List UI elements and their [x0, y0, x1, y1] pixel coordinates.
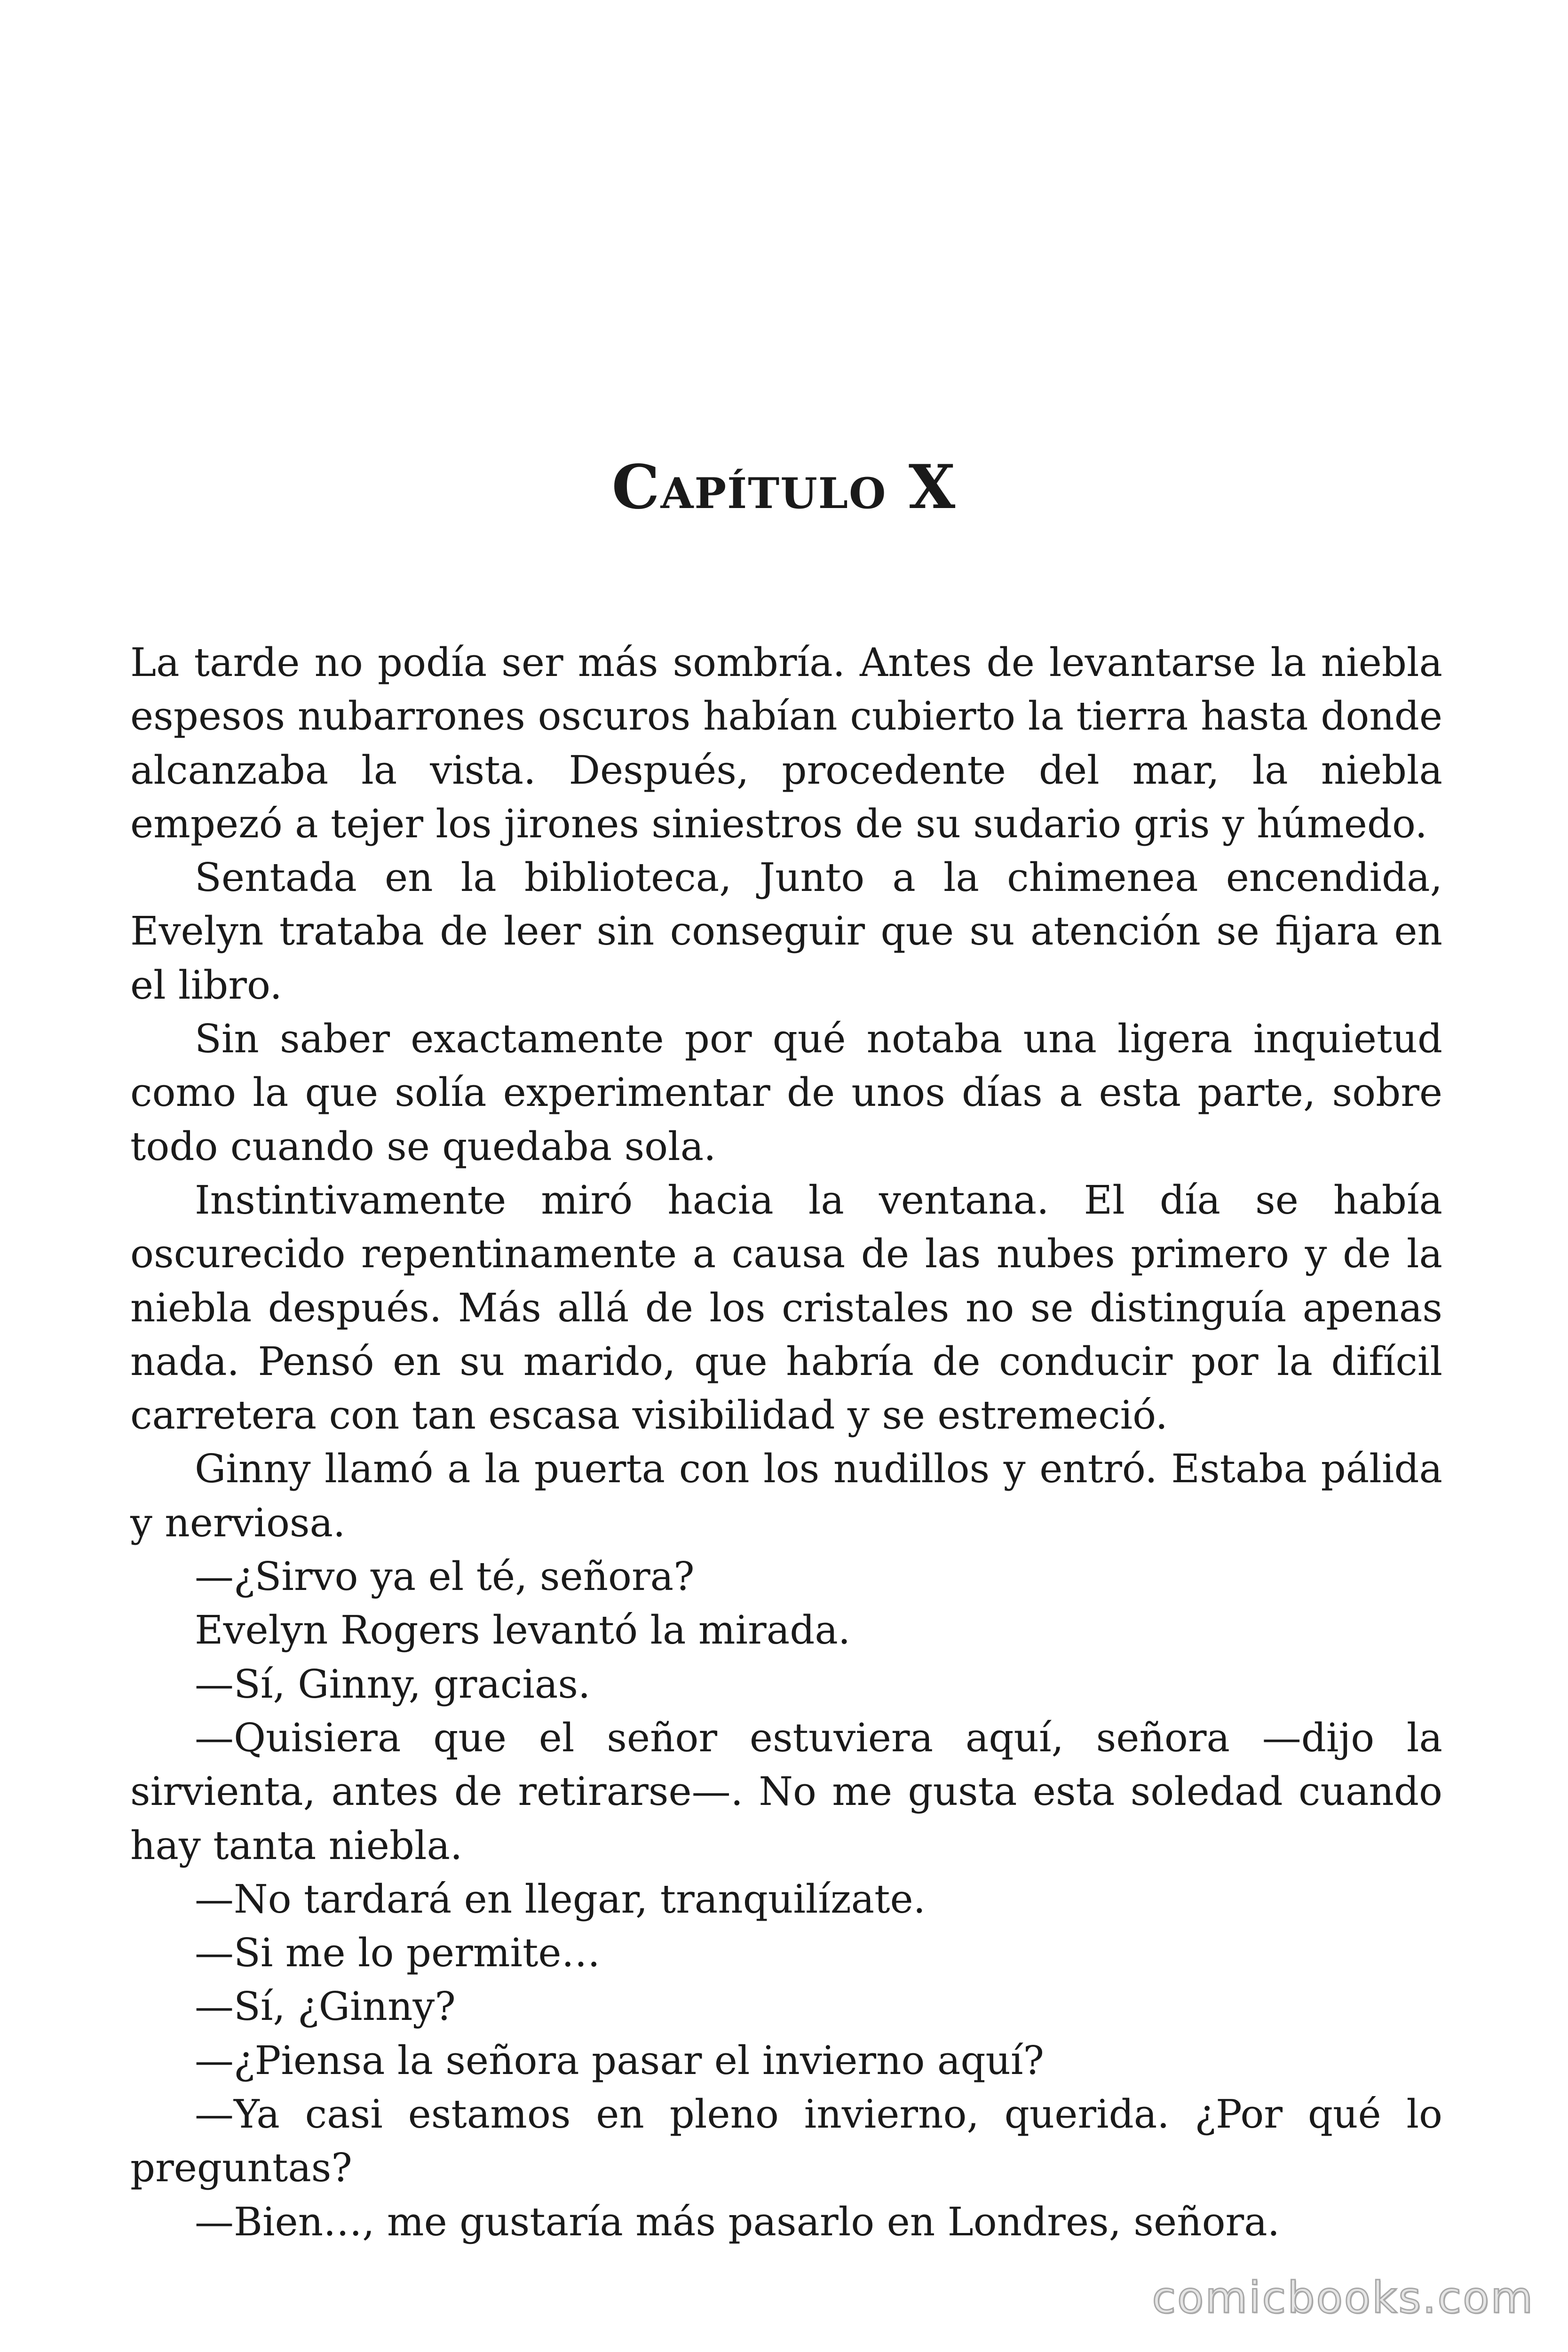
paragraph: Sentada en la biblioteca, Junto a la chimenea encendida, Evelyn trataba de leer sin conseguir que su atención se fijara en el libro. [130, 855, 1442, 1008]
dialogue-line: —¿Sirvo ya el té, señora? [195, 1554, 695, 1600]
paragraph: Ginny llamó a la puerta con los nudillos y entró. Estaba pálida y nerviosa. [130, 1446, 1442, 1546]
chapter-title: Capítulo X [611, 452, 957, 523]
dialogue-line: —Si me lo permite… [195, 1930, 601, 1976]
dialogue-line: —Ya casi estamos en pleno invierno, querida. ¿Por qué lo preguntas? [130, 2091, 1442, 2191]
dialogue-line: —No tardará en llegar, tranquilízate. [195, 1876, 926, 1922]
paragraph: Instintivamente miró hacia la ventana. El día se había oscurecido repentinamente a causa de las nubes primero y de la niebla después. Más allá de los cristales no se distinguía apenas nada. Pensó en su marido, que habría de conducir por la difícil carretera con tan escasa visibilidad y se estremeció. [130, 1177, 1442, 1438]
paragraph: La tarde no podía ser más sombría. Antes de levantarse la niebla espesos nubarrones oscuros habían cubierto la tierra hasta donde alcanzaba la vista. Después, procedente del mar, la niebla empezó a tejer los jirones siniestros de su sudario gris y húmedo. [130, 640, 1442, 847]
dialogue-line: —Sí, ¿Ginny? [195, 1984, 456, 2030]
dialogue-line: —Sí, Ginny, gracias. [195, 1661, 591, 1707]
dialogue-line: —Bien…, me gustaría más pasarlo en Londres, señora. [195, 2199, 1280, 2245]
dialogue-line: —¿Piensa la señora pasar el invierno aquí? [195, 2037, 1044, 2083]
watermark: comicbooks.com [1152, 2273, 1534, 2323]
dialogue-line: —Quisiera que el señor estuviera aquí, señora —dijo la sirvienta, antes de retirarse—. No me gusta esta soledad cuando hay tanta niebla. [130, 1715, 1442, 1868]
chapter-body [130, 636, 1442, 2249]
paragraph: Sin saber exactamente por qué notaba una ligera inquietud como la que solía experimentar de unos días a esta parte, sobre todo cuando se quedaba sola. [130, 1016, 1442, 1169]
paragraph: Evelyn Rogers levantó la mirada. [195, 1607, 851, 1653]
